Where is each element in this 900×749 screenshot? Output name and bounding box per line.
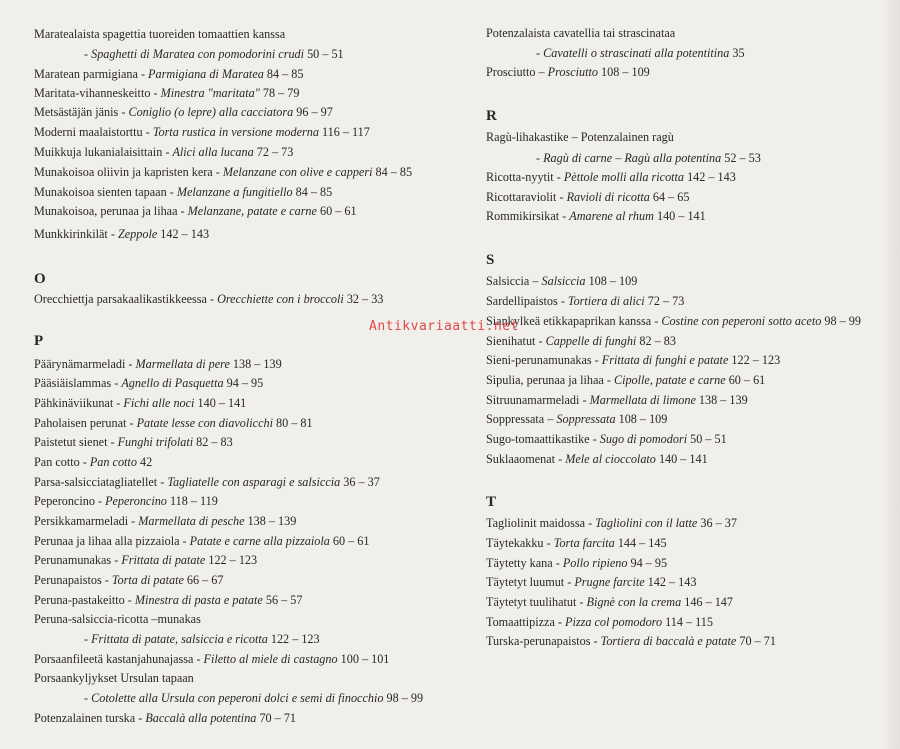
entry-finnish: Ragù-lihakastike – Potenzalainen ragù xyxy=(486,130,674,144)
entry-finnish: Prosciutto xyxy=(486,65,536,79)
entry-italian: Melanzane con olive e capperi xyxy=(222,165,373,179)
section-letter: S xyxy=(486,252,495,268)
entry-separator: - xyxy=(557,294,568,308)
entry-italian: Marmellata di limone xyxy=(589,393,696,407)
entry-separator: – xyxy=(544,412,557,426)
entry-finnish: Perunaa ja lihaa alla pizzaiola xyxy=(34,534,180,548)
entry-italian: Marmellata di pesche xyxy=(138,514,245,528)
index-entry xyxy=(34,670,194,686)
index-entry xyxy=(34,631,320,647)
entry-pages: 96 – 97 xyxy=(296,105,333,119)
entry-finnish: Täytetyt tuulihatut xyxy=(486,595,577,609)
entry-separator: - xyxy=(166,185,177,199)
entry-separator: - xyxy=(111,553,122,567)
entry-italian: Pan cotto xyxy=(89,455,137,469)
entry-finnish: Maratealaista spagettia tuoreiden tomaattien kanssa xyxy=(34,27,286,41)
entry-pages: 80 – 81 xyxy=(276,416,313,430)
entry-italian: Pèttole molli alla ricotta xyxy=(563,170,685,184)
entry-finnish: Tagliolinit maidossa xyxy=(486,516,586,530)
entry-pages: 142 – 143 xyxy=(647,575,697,589)
entry-finnish: Sardellipaistos xyxy=(486,294,558,308)
entry-finnish: Munkkirinkilät xyxy=(34,227,108,241)
entry-separator: - xyxy=(128,514,139,528)
entry-pages: 78 – 79 xyxy=(262,86,300,100)
entry-pages: 114 – 115 xyxy=(665,615,713,629)
index-entry xyxy=(34,226,209,242)
entry-pages: 84 – 85 xyxy=(375,165,413,179)
entry-pages: 138 – 139 xyxy=(247,514,297,528)
entry-pages: 70 – 71 xyxy=(259,711,296,725)
entry-separator: - xyxy=(101,573,112,587)
index-entry xyxy=(486,372,765,388)
entry-finnish: Porsaankyljykset Ursulan tapaan xyxy=(34,671,194,685)
entry-finnish: Sienihatut xyxy=(486,334,536,348)
entry-finnish: Rommikirsikat xyxy=(486,209,560,223)
entry-separator: - xyxy=(589,432,600,446)
entry-pages: 60 – 61 xyxy=(728,373,766,387)
entry-finnish: Turska-perunapaistos xyxy=(486,634,591,648)
entry-separator: - xyxy=(125,357,136,371)
entry-italian: Mele al cioccolato xyxy=(565,452,656,466)
entry-separator: - xyxy=(142,125,153,139)
index-entry xyxy=(486,189,689,205)
index-entry xyxy=(486,451,708,467)
entry-separator: – xyxy=(535,65,548,79)
index-entry xyxy=(34,164,412,180)
entry-finnish: Salsiccia xyxy=(486,274,530,288)
entry-italian: Melanzane, patate e carne xyxy=(187,204,317,218)
entry-italian: Tagliatelle con asparagi e salsiccia xyxy=(167,475,341,489)
entry-italian: Cipolle, patate e carne xyxy=(613,373,726,387)
entry-finnish: Potenzalainen turska xyxy=(34,711,136,725)
entry-finnish: Maritata-vihanneskeitto xyxy=(34,86,151,100)
entry-italian: Torta rustica in versione moderna xyxy=(152,125,319,139)
entry-italian: Salsiccia xyxy=(541,274,586,288)
entry-separator: - xyxy=(556,190,567,204)
entry-separator: - xyxy=(553,170,564,184)
entry-pages: 98 – 99 xyxy=(824,314,861,328)
entry-finnish: Potenzalaista cavatellia tai strascinataa xyxy=(486,26,676,40)
index-entry xyxy=(486,411,667,427)
entry-separator: - xyxy=(651,314,662,328)
entry-finnish: Peruna-salsiccia-ricotta –munakas xyxy=(34,612,201,626)
index-entry xyxy=(486,208,706,224)
entry-italian: Zeppole xyxy=(117,227,158,241)
index-entry xyxy=(486,313,861,329)
entry-pages: 64 – 65 xyxy=(652,190,690,204)
entry-separator: - xyxy=(107,435,118,449)
entry-separator: - xyxy=(590,634,601,648)
entry-finnish: Munakoisoa sienten tapaan xyxy=(34,185,167,199)
entry-pages: 100 – 101 xyxy=(340,652,390,666)
index-entry xyxy=(34,184,332,200)
entry-italian: Frittata di funghi e patate xyxy=(601,353,729,367)
entry-pages: 122 – 123 xyxy=(208,553,258,567)
index-entry xyxy=(34,651,389,667)
entry-pages: 32 – 33 xyxy=(346,292,384,306)
index-entry xyxy=(486,150,761,166)
entry-italian: Costine con peperoni sotto aceto xyxy=(661,314,822,328)
entry-separator: - xyxy=(579,393,590,407)
entry-pages: 142 – 143 xyxy=(687,170,736,184)
entry-italian: - Spaghetti di Maratea con pomodorini crudi xyxy=(84,47,305,61)
index-entry xyxy=(486,614,713,630)
index-entry xyxy=(34,533,369,549)
entry-separator: - xyxy=(552,556,563,570)
entry-italian: Pollo ripieno xyxy=(562,556,628,570)
entry-italian: Tagliolini con il latte xyxy=(595,516,698,530)
watermark: Antikvariaatti.net xyxy=(369,319,519,334)
entry-separator: - xyxy=(179,534,190,548)
entry-italian: - Cavatelli o strascinati alla potentitina xyxy=(536,46,730,60)
entry-italian: Baccalà alla potentina xyxy=(145,711,257,725)
entry-italian: Cappelle di funghi xyxy=(545,334,637,348)
entry-italian: - Frittata di patate, salsiccia e ricotta xyxy=(84,632,268,646)
index-entry xyxy=(486,352,780,368)
index-entry xyxy=(486,25,675,41)
entry-pages: 142 – 143 xyxy=(160,227,210,241)
entry-pages: 82 – 83 xyxy=(639,334,676,348)
entry-separator: - xyxy=(559,209,570,223)
index-entry xyxy=(486,45,745,61)
entry-separator: - xyxy=(585,516,596,530)
entry-separator: - xyxy=(555,452,566,466)
entry-finnish: Täytetyt luumut xyxy=(486,575,565,589)
entry-separator: - xyxy=(206,292,218,306)
entry-italian: - Cotolette alla Ursula con peperoni dolci e semi di finocchio xyxy=(84,691,384,705)
index-entry xyxy=(34,592,302,608)
entry-separator: - xyxy=(193,652,204,666)
entry-finnish: Muikkuja lukanialaisittain xyxy=(34,145,163,159)
entry-italian: Coniglio (o lepre) alla cacciatora xyxy=(128,105,294,119)
page-edge-shadow xyxy=(882,0,900,749)
entry-italian: - Ragù di carne – Ragù alla potentina xyxy=(536,151,722,165)
entry-separator: - xyxy=(591,353,602,367)
index-entry xyxy=(486,555,667,571)
entry-finnish: Pääsiäislammas xyxy=(34,376,112,390)
entry-italian: Prosciutto xyxy=(547,65,598,79)
entry-italian: Amarene al rhum xyxy=(569,209,654,223)
entry-pages: 60 – 61 xyxy=(320,204,357,218)
entry-pages: 108 – 109 xyxy=(601,65,650,79)
entry-finnish: Paistetut sienet xyxy=(34,435,108,449)
entry-finnish: Ricotta-nyytit xyxy=(486,170,554,184)
entry-pages: 108 – 109 xyxy=(588,274,638,288)
entry-italian: Funghi trifolati xyxy=(117,435,194,449)
entry-italian: Tortiera di alici xyxy=(567,294,645,308)
entry-finnish: Perunapaistos xyxy=(34,573,102,587)
entry-italian: Frittata di patate xyxy=(121,553,206,567)
entry-italian: Orecchiette con i broccoli xyxy=(217,292,344,306)
entry-finnish: Munakoisoa oliivin ja kapristen kera xyxy=(34,165,213,179)
entry-finnish: Soppressata xyxy=(486,412,545,426)
entry-separator: - xyxy=(107,227,118,241)
entry-finnish: Sitruunamarmeladi xyxy=(486,393,580,407)
index-entry xyxy=(34,474,380,490)
section-letter: T xyxy=(486,494,497,510)
entry-finnish: Ricottaraviolit xyxy=(486,190,557,204)
entry-finnish: Metsästäjän jänis xyxy=(34,105,119,119)
entry-pages: 50 – 51 xyxy=(307,47,344,61)
entry-finnish: Paholaisen perunat xyxy=(34,416,127,430)
index-entry xyxy=(486,574,696,590)
entry-separator: - xyxy=(535,334,546,348)
index-entry xyxy=(34,203,357,219)
entry-pages: 140 – 141 xyxy=(197,396,247,410)
entry-pages: 98 – 99 xyxy=(386,691,424,705)
entry-pages: 36 – 37 xyxy=(343,475,380,489)
entry-pages: 72 – 73 xyxy=(256,145,294,159)
entry-italian: Filetto al miele di castagno xyxy=(203,652,338,666)
index-entry xyxy=(34,375,263,391)
index-entry xyxy=(486,431,727,447)
index-entry xyxy=(34,46,344,62)
entry-finnish: Maratean parmigiana xyxy=(34,67,138,81)
index-entry xyxy=(34,434,233,450)
entry-pages: 122 – 123 xyxy=(270,632,320,646)
entry-italian: Torta farcita xyxy=(553,536,615,550)
entry-finnish: Sipulia, perunaa ja lihaa xyxy=(486,373,604,387)
entry-pages: 60 – 61 xyxy=(332,534,370,548)
index-entry xyxy=(34,454,152,470)
entry-finnish: Porsaanfileetä kastanjahunajassa xyxy=(34,652,194,666)
entry-finnish: Peruna-pastakeitto xyxy=(34,593,125,607)
index-entry xyxy=(34,395,246,411)
entry-separator: - xyxy=(113,396,124,410)
entry-italian: Marmellata di pere xyxy=(135,357,230,371)
entry-pages: 116 – 117 xyxy=(321,125,370,139)
index-entry xyxy=(34,513,296,529)
entry-finnish: Täytetty kana xyxy=(486,556,553,570)
entry-finnish: Peperoncino xyxy=(34,494,95,508)
entry-finnish: Parsa-salsicciatagliatellet xyxy=(34,475,158,489)
entry-italian: Pizza col pomodoro xyxy=(565,615,663,629)
index-entry xyxy=(486,64,650,80)
entry-pages: 36 – 37 xyxy=(700,516,737,530)
entry-pages: 94 – 95 xyxy=(630,556,668,570)
entry-italian: Fichi alle noci xyxy=(123,396,195,410)
index-entry xyxy=(34,493,218,509)
index-entry xyxy=(34,26,285,42)
entry-separator: - xyxy=(603,373,614,387)
entry-finnish: Täytekakku xyxy=(486,536,544,550)
index-entry xyxy=(486,169,736,185)
entry-separator: - xyxy=(137,67,149,81)
index-entry xyxy=(34,66,303,82)
entry-italian: Patate e carne alla pizzaiola xyxy=(189,534,330,548)
index-entry xyxy=(486,594,733,610)
entry-italian: Minestra "maritata" xyxy=(160,86,260,100)
entry-italian: Alici alla lucana xyxy=(172,145,254,159)
entry-finnish: Perunamunakas xyxy=(34,553,112,567)
entry-italian: Peperoncino xyxy=(105,494,167,508)
entry-pages: 94 – 95 xyxy=(226,376,264,390)
index-entry xyxy=(34,611,201,627)
entry-separator: - xyxy=(111,376,122,390)
entry-pages: 140 – 141 xyxy=(658,452,708,466)
index-entry xyxy=(34,690,423,706)
index-entry xyxy=(34,124,370,140)
index-entry xyxy=(34,572,223,588)
entry-finnish: Moderni maalaistorttu xyxy=(34,125,143,139)
entry-separator: - xyxy=(162,145,173,159)
entry-italian: Parmigiana di Maratea xyxy=(148,67,264,81)
entry-italian: Torta di patate xyxy=(111,573,184,587)
entry-pages: 72 – 73 xyxy=(647,294,685,308)
entry-pages: 42 xyxy=(139,455,153,469)
entry-finnish: Päärynämarmeladi xyxy=(34,357,126,371)
entry-separator: - xyxy=(157,475,168,489)
index-entry xyxy=(34,144,293,160)
entry-separator: - xyxy=(126,416,137,430)
index-entry xyxy=(34,85,299,101)
entry-italian: Patate lesse con diavolicchi xyxy=(136,416,273,430)
entry-italian: Agnello di Pasquetta xyxy=(121,376,224,390)
entry-pages: 35 xyxy=(732,46,745,60)
entry-finnish: Munakoisoa, perunaa ja lihaa xyxy=(34,204,178,218)
entry-pages: 118 – 119 xyxy=(169,494,218,508)
entry-pages: 144 – 145 xyxy=(617,536,667,550)
index-entry xyxy=(486,293,684,309)
index-entry xyxy=(486,515,737,531)
entry-pages: 70 – 71 xyxy=(739,634,776,648)
index-entry xyxy=(486,333,676,349)
entry-italian: Sugo di pomodori xyxy=(599,432,688,446)
entry-pages: 122 – 123 xyxy=(731,353,781,367)
entry-separator: - xyxy=(118,105,129,119)
entry-italian: Ravioli di ricotta xyxy=(566,190,650,204)
section-letter: P xyxy=(34,333,44,349)
entry-finnish: Persikkamarmeladi xyxy=(34,514,129,528)
entry-finnish: Pan cotto xyxy=(34,455,80,469)
entry-separator: - xyxy=(150,86,161,100)
entry-separator: - xyxy=(124,593,135,607)
entry-pages: 146 – 147 xyxy=(684,595,733,609)
entry-pages: 138 – 139 xyxy=(232,357,282,371)
entry-separator: - xyxy=(177,204,188,218)
index-entry xyxy=(486,273,637,289)
entry-finnish: Sieni-perunamunakas xyxy=(486,353,592,367)
section-letter: O xyxy=(34,271,46,287)
index-entry xyxy=(486,392,748,408)
entry-italian: Bignè con la crema xyxy=(586,595,682,609)
entry-pages: 84 – 85 xyxy=(266,67,304,81)
entry-separator: - xyxy=(564,575,575,589)
entry-pages: 82 – 83 xyxy=(196,435,233,449)
entry-italian: Prugne farcite xyxy=(574,575,645,589)
entry-finnish: Suklaaomenat xyxy=(486,452,556,466)
index-entry xyxy=(486,129,674,145)
entry-pages: 138 – 139 xyxy=(698,393,748,407)
index-entry xyxy=(486,633,776,649)
entry-separator: - xyxy=(543,536,554,550)
entry-separator: - xyxy=(212,165,223,179)
entry-italian: Melanzane a fungitiello xyxy=(176,185,293,199)
entry-separator: - xyxy=(135,711,146,725)
entry-separator: - xyxy=(554,615,566,629)
index-entry xyxy=(34,710,296,726)
section-letter: R xyxy=(486,108,497,124)
entry-pages: 52 – 53 xyxy=(724,151,761,165)
entry-italian: Minestra di pasta e patate xyxy=(134,593,263,607)
entry-separator: - xyxy=(79,455,90,469)
index-entry xyxy=(34,356,282,372)
entry-finnish: Pähkinäviikunat xyxy=(34,396,114,410)
index-entry xyxy=(486,535,667,551)
entry-separator: - xyxy=(576,595,587,609)
entry-pages: 108 – 109 xyxy=(618,412,668,426)
entry-italian: Soppressata xyxy=(556,412,616,426)
entry-pages: 50 – 51 xyxy=(690,432,727,446)
entry-separator: – xyxy=(529,274,542,288)
index-entry xyxy=(34,104,333,120)
index-entry xyxy=(34,291,383,307)
entry-finnish: Tomaattipizza xyxy=(486,615,555,629)
entry-pages: 56 – 57 xyxy=(265,593,303,607)
entry-finnish: Sugo-tomaattikastike xyxy=(486,432,590,446)
entry-pages: 140 – 141 xyxy=(656,209,706,223)
entry-finnish: Orecchiettja parsakaalikastikkeessa xyxy=(34,292,207,306)
entry-finnish: Siankylkeä etikkapaprikan kanssa xyxy=(486,314,652,328)
entry-pages: 66 – 67 xyxy=(186,573,224,587)
entry-separator: - xyxy=(94,494,106,508)
index-entry xyxy=(34,415,313,431)
index-entry xyxy=(34,552,257,568)
entry-pages: 84 – 85 xyxy=(295,185,333,199)
entry-italian: Tortiera di baccalà e patate xyxy=(600,634,737,648)
